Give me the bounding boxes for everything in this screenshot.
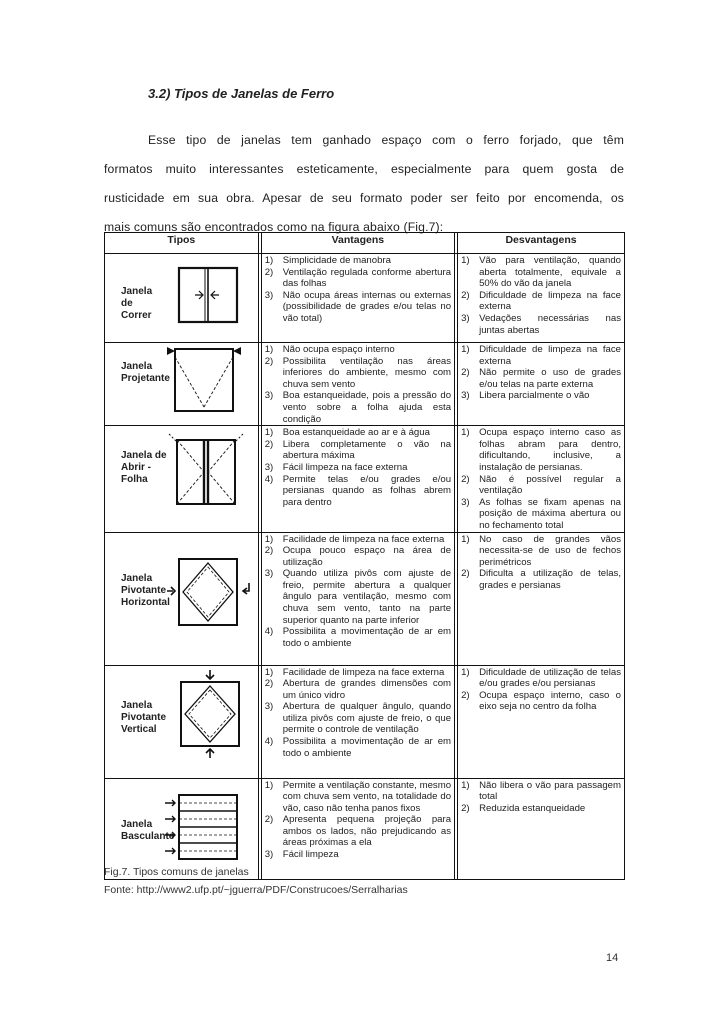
list-item bbox=[461, 534, 621, 569]
vantagens-cell bbox=[261, 778, 454, 879]
item-text: Ocupa espaço interno caso as folhas abram para dentro, dificultando, inclusive, a instalação de persianas. bbox=[479, 427, 621, 473]
item-number: 3) bbox=[264, 289, 274, 301]
item-number: 1) bbox=[461, 779, 470, 791]
item-text: Possibilita a movimentação de ar em todo o ambiente bbox=[282, 626, 452, 649]
list-item bbox=[461, 390, 621, 402]
vantagens-cell bbox=[261, 426, 454, 532]
window-type-label-line: Pivotante bbox=[121, 584, 167, 596]
item-number: 4) bbox=[264, 626, 274, 638]
item-number: 3) bbox=[461, 496, 470, 508]
item-text: Abertura de qualquer ângulo, quando utiliza pivôs com ajuste de freio, o que permite o controle de ventilação bbox=[282, 701, 452, 736]
vertical-pivot-window-icon bbox=[175, 670, 245, 762]
sliding-window-icon bbox=[177, 266, 239, 328]
list-item bbox=[265, 267, 451, 290]
item-number: 2) bbox=[461, 689, 470, 701]
item-text: Libera completamente o vão na abertura máxima bbox=[282, 438, 452, 462]
header-tipos: Tipos bbox=[105, 233, 259, 254]
paragraph-line: rusticidade em sua obra. Apesar de seu formato poder ser feito por encomenda, os bbox=[104, 191, 624, 205]
vantagens-cell-list bbox=[265, 427, 451, 508]
window-type-label-line: Basculante bbox=[121, 830, 175, 842]
list-item bbox=[265, 356, 451, 391]
table-row bbox=[105, 532, 625, 665]
item-text: Facilidade de limpeza na face externa bbox=[282, 666, 445, 678]
casement-window-icon bbox=[167, 432, 245, 516]
item-number: 3) bbox=[264, 849, 274, 861]
page-number: 14 bbox=[606, 952, 619, 964]
item-text: Ocupa espaço interno, caso o eixo seja no centro da folha bbox=[479, 689, 621, 713]
item-number: 1) bbox=[461, 255, 470, 266]
list-item bbox=[265, 474, 451, 509]
item-number: 1) bbox=[461, 533, 470, 545]
window-type-label-line: Folha bbox=[121, 474, 148, 486]
desvantagens-cell bbox=[458, 343, 625, 426]
horizontal-pivot-window-icon bbox=[165, 553, 251, 637]
desvantagens-cell-list bbox=[461, 534, 621, 592]
list-item bbox=[265, 849, 451, 861]
item-number: 2) bbox=[264, 438, 274, 450]
type-cell bbox=[105, 254, 259, 343]
item-text: Facilidade de limpeza na face externa bbox=[282, 533, 445, 545]
item-text: Não permite o uso de grades e/ou telas na parte externa bbox=[479, 367, 621, 390]
type-cell bbox=[105, 343, 259, 426]
item-text: Boa estanqueidade, pois a pressão do vento sobre a folha ajuda esta condição bbox=[282, 390, 452, 425]
section-heading: 3.2) Tipos de Janelas de Ferro bbox=[148, 86, 335, 101]
item-text: Fácil limpeza bbox=[282, 849, 339, 861]
item-text: Não ocupa espaço interno bbox=[282, 344, 395, 355]
window-type-label-line: Janela bbox=[121, 572, 153, 584]
desvantagens-cell bbox=[458, 778, 625, 879]
item-number: 3) bbox=[264, 568, 274, 580]
window-type-label-line: de bbox=[121, 298, 133, 309]
item-text: Dificuldade de utilização de telas e/ou grades e/ou persianas bbox=[479, 666, 621, 690]
window-type-label bbox=[121, 450, 167, 486]
item-text: Apresenta pequena projeção para ambos os lados, não prejudicando as áreas próximas a ela bbox=[282, 814, 452, 849]
desvantagens-cell-list bbox=[461, 344, 621, 402]
vantagens-cell bbox=[261, 343, 454, 426]
header-desvantagens: Desvantagens bbox=[458, 233, 625, 254]
item-text: Vão para ventilação, quando aberta totalmente, equivale a 50% do vão da janela bbox=[479, 255, 621, 290]
list-item bbox=[461, 497, 621, 532]
list-item bbox=[461, 427, 621, 473]
item-text: Não ocupa áreas internas ou externas (possibilidade de grades e/ou telas no vão total) bbox=[282, 289, 452, 324]
window-type-label-line: Janela bbox=[121, 286, 153, 297]
type-cell bbox=[105, 532, 259, 665]
window-type-label bbox=[121, 361, 170, 385]
item-number: 2) bbox=[461, 802, 470, 814]
list-item bbox=[461, 803, 621, 815]
list-item bbox=[265, 626, 451, 649]
item-number: 1) bbox=[461, 427, 470, 439]
vantagens-cell-list bbox=[265, 667, 451, 760]
type-cell bbox=[105, 778, 259, 879]
awning-louver-window-icon bbox=[163, 791, 249, 867]
window-types-table bbox=[104, 232, 625, 880]
item-number: 4) bbox=[264, 736, 274, 748]
item-text: Permite telas e/ou grades e/ou persianas quando as folhas abrem para dentro bbox=[282, 473, 452, 508]
window-type-label bbox=[121, 573, 170, 609]
item-text: Permite a ventilação constante, mesmo com chuva sem vento, na totalidade do vão, caso não tenha panos fixos bbox=[282, 779, 452, 814]
desvantagens-cell-list bbox=[461, 427, 621, 531]
item-number: 3) bbox=[461, 312, 470, 324]
item-number: 1) bbox=[264, 344, 274, 355]
list-item bbox=[265, 568, 451, 626]
item-number: 3) bbox=[264, 390, 274, 402]
item-text: Quando utiliza pivôs com ajuste de freio, permite abertura a qualquer ângulo para ventilação, mesmo com chuva sem vento, tanto na parte superior quanto na parte inferior bbox=[282, 568, 452, 626]
item-number: 2) bbox=[461, 367, 470, 379]
table-row bbox=[105, 426, 625, 532]
list-item bbox=[265, 290, 451, 325]
list-item bbox=[461, 367, 621, 390]
list-item bbox=[461, 568, 621, 591]
item-text: Não libera o vão para passagem total bbox=[479, 779, 621, 803]
item-text: Não é possível regular a ventilação bbox=[479, 473, 621, 497]
item-text: Simplicidade de manobra bbox=[282, 255, 391, 266]
list-item bbox=[265, 534, 451, 546]
type-cell bbox=[105, 426, 259, 532]
window-type-label-line: Janela de bbox=[121, 450, 167, 462]
list-item bbox=[461, 313, 621, 336]
desvantagens-cell-list bbox=[461, 255, 621, 336]
vantagens-cell-list bbox=[265, 344, 451, 425]
item-text: Ventilação regulada conforme abertura das folhas bbox=[282, 266, 452, 290]
item-number: 2) bbox=[264, 266, 274, 278]
item-text: Reduzida estanqueidade bbox=[479, 802, 586, 814]
paragraph-line: formatos muito interessantes esteticamente, especialmente para quem gosta de bbox=[104, 162, 624, 176]
window-type-label-line: Abrir - bbox=[121, 462, 151, 474]
projecting-window-icon bbox=[165, 345, 243, 419]
type-cell bbox=[105, 665, 259, 778]
list-item bbox=[461, 474, 621, 497]
table-row bbox=[105, 778, 625, 879]
list-item bbox=[265, 462, 451, 474]
item-number: 1) bbox=[264, 427, 274, 439]
list-item bbox=[265, 780, 451, 815]
paragraph-line: Esse tipo de janelas tem ganhado espaço com o ferro forjado, que têm bbox=[148, 133, 624, 147]
window-type-label bbox=[121, 700, 166, 736]
vantagens-cell bbox=[261, 665, 454, 778]
paragraph-line: mais comuns são encontrados como na figura abaixo (Fig.7): bbox=[104, 220, 444, 234]
window-type-label-line: Projetante bbox=[121, 373, 170, 384]
item-number: 2) bbox=[461, 473, 470, 485]
window-type-label-line: Janela bbox=[121, 361, 153, 372]
list-item bbox=[265, 344, 451, 356]
list-item bbox=[265, 390, 451, 425]
item-number: 2) bbox=[461, 289, 470, 301]
table-row bbox=[105, 665, 625, 778]
item-number: 3) bbox=[461, 390, 470, 402]
item-number: 1) bbox=[264, 533, 274, 545]
item-text: Boa estanqueidade ao ar e à água bbox=[282, 427, 430, 439]
list-item bbox=[461, 667, 621, 690]
item-number: 2) bbox=[461, 568, 470, 580]
desvantagens-cell bbox=[458, 426, 625, 532]
table-row bbox=[105, 254, 625, 343]
desvantagens-cell bbox=[458, 665, 625, 778]
intro-paragraph bbox=[104, 126, 624, 242]
item-text: Ocupa pouco espaço na área de utilização bbox=[282, 545, 452, 568]
item-text: Possibilita a movimentação de ar em todo o ambiente bbox=[282, 736, 452, 759]
item-number: 2) bbox=[264, 678, 274, 690]
list-item bbox=[265, 814, 451, 849]
item-number: 4) bbox=[264, 473, 274, 485]
list-item bbox=[265, 701, 451, 736]
item-text: Fácil limpeza na face externa bbox=[282, 461, 408, 473]
list-item bbox=[265, 427, 451, 439]
list-item bbox=[265, 667, 451, 679]
desvantagens-cell bbox=[458, 254, 625, 343]
list-item bbox=[265, 736, 451, 759]
figure-caption: Fig.7. Tipos comuns de janelas bbox=[104, 866, 249, 878]
window-type-label bbox=[121, 286, 152, 322]
item-text: Vedações necessárias nas juntas abertas bbox=[479, 312, 621, 336]
item-text: Dificuldade de limpeza na face externa bbox=[479, 344, 621, 367]
item-number: 2) bbox=[264, 545, 274, 557]
item-number: 3) bbox=[264, 461, 274, 473]
item-text: Abertura de grandes dimensões com um único vidro bbox=[282, 678, 452, 701]
item-number: 1) bbox=[264, 255, 274, 266]
vantagens-cell-list bbox=[265, 780, 451, 861]
list-item bbox=[461, 690, 621, 713]
desvantagens-cell-list bbox=[461, 667, 621, 713]
item-text: Dificulta a utilização de telas, grades e persianas bbox=[479, 568, 621, 591]
item-number: 1) bbox=[264, 779, 274, 791]
window-type-label-line: Correr bbox=[121, 310, 152, 321]
list-item bbox=[265, 545, 451, 568]
item-text: As folhas se fixam apenas na posição de máxima abertura ou no fechamento total bbox=[479, 496, 621, 531]
item-number: 3) bbox=[264, 701, 274, 713]
item-number: 1) bbox=[461, 666, 470, 678]
vantagens-cell bbox=[261, 532, 454, 665]
window-type-label-line: Vertical bbox=[121, 723, 157, 735]
list-item bbox=[265, 255, 451, 267]
list-item bbox=[461, 780, 621, 803]
window-type-label-line: Pivotante bbox=[121, 711, 167, 723]
item-number: 1) bbox=[264, 666, 274, 678]
item-number: 2) bbox=[264, 814, 274, 826]
list-item bbox=[461, 290, 621, 313]
item-text: Libera parcialmente o vão bbox=[479, 390, 590, 402]
list-item bbox=[461, 255, 621, 290]
list-item bbox=[265, 678, 451, 701]
vantagens-cell-list bbox=[265, 534, 451, 650]
item-text: Possibilita ventilação nas áreas inferiores do ambiente, mesmo com chuva sem vento bbox=[282, 355, 452, 390]
table-row bbox=[105, 343, 625, 426]
header-vantagens: Vantagens bbox=[261, 233, 454, 254]
desvantagens-cell bbox=[458, 532, 625, 665]
window-type-label-line: Horizontal bbox=[121, 596, 170, 608]
list-item bbox=[461, 344, 621, 367]
item-number: 1) bbox=[461, 344, 470, 355]
window-type-label-line: Janela bbox=[121, 699, 153, 711]
item-number: 2) bbox=[264, 355, 274, 367]
item-text: Dificuldade de limpeza na face externa bbox=[479, 289, 621, 313]
item-text: No caso de grandes vãos necessita-se de uso de fechos perimétricos bbox=[479, 533, 621, 568]
list-item bbox=[265, 439, 451, 462]
desvantagens-cell-list bbox=[461, 780, 621, 815]
table-header-row bbox=[105, 233, 625, 254]
vantagens-cell bbox=[261, 254, 454, 343]
vantagens-cell-list bbox=[265, 255, 451, 325]
figure-source: Fonte: http://www2.ufp.pt/~jguerra/PDF/Construcoes/Serralharias bbox=[104, 884, 408, 896]
window-type-label-line: Janela bbox=[121, 818, 153, 830]
